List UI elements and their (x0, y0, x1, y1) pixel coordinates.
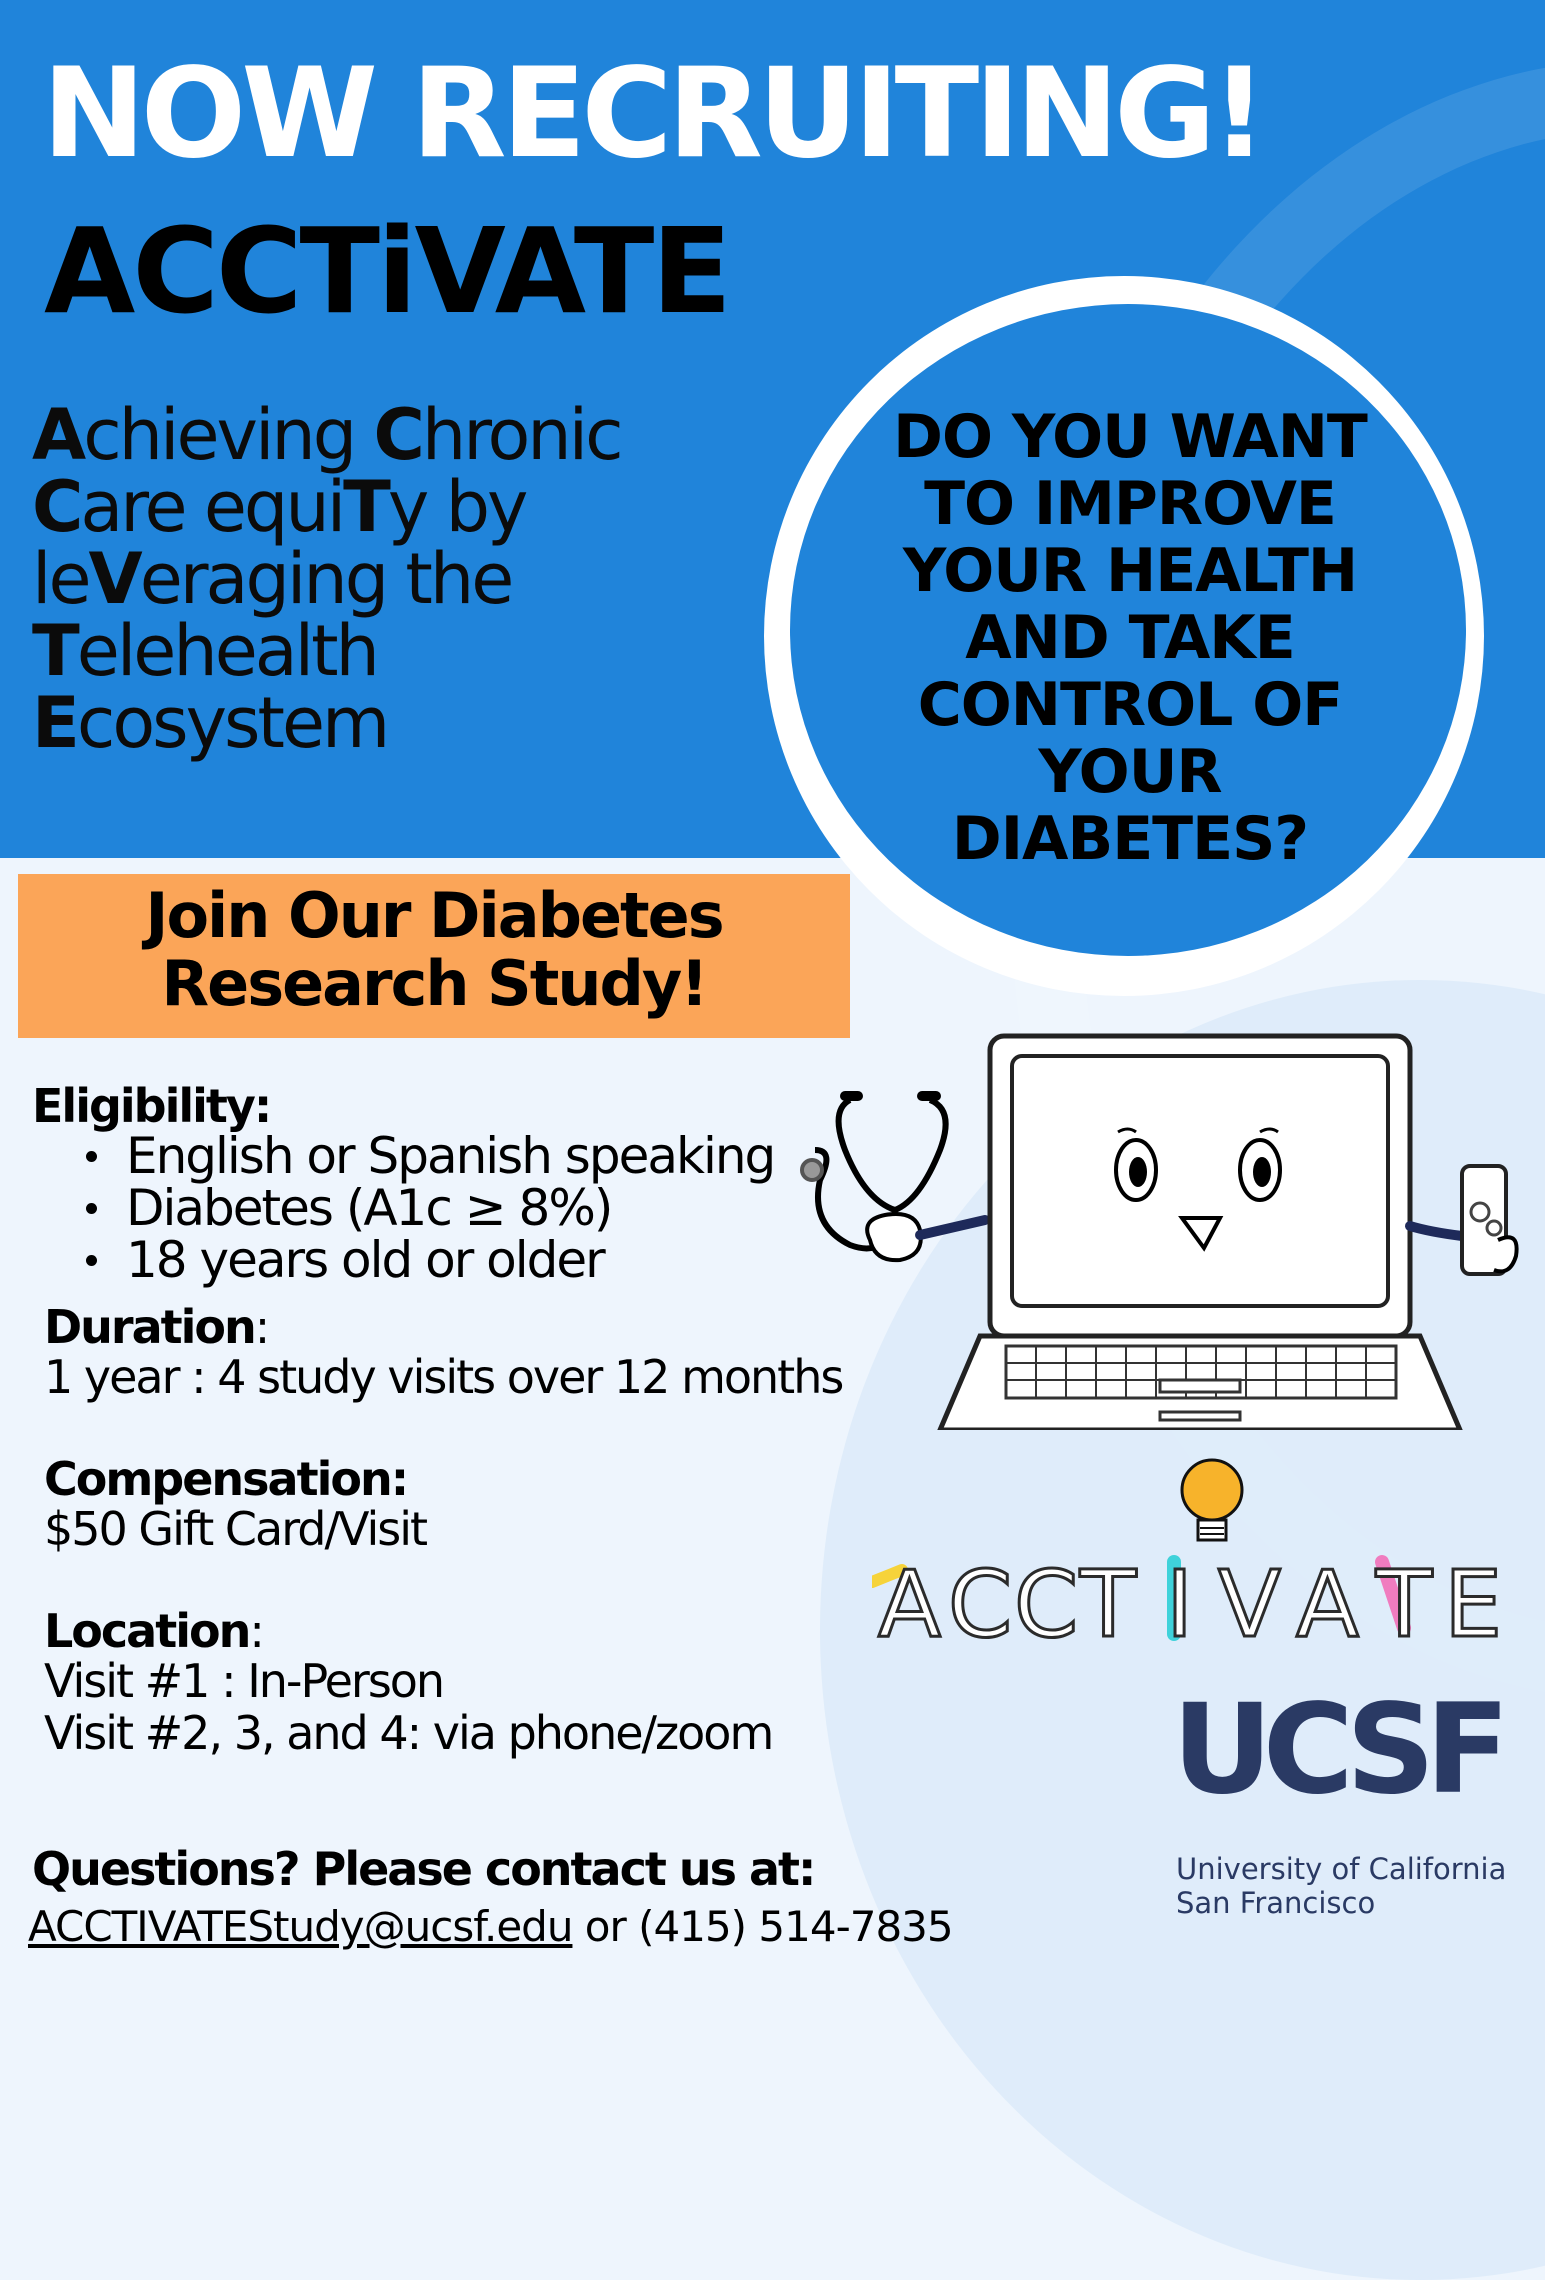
program-title: ACCTiVATE (44, 202, 730, 340)
list-item: English or Spanish speaking (86, 1130, 774, 1182)
lightbulb-icon (1182, 1460, 1242, 1520)
logo-letter: T (1376, 1551, 1433, 1650)
location-line: Visit #1 : In-Person (44, 1654, 444, 1708)
logo-letter: I (1166, 1551, 1194, 1650)
duration-text: 1 year : 4 study visits over 12 months (44, 1350, 843, 1404)
logo-letter: V (1218, 1551, 1281, 1650)
questions-heading: Questions? Please contact us at: (32, 1842, 815, 1896)
join-banner-text: Join Our Diabetes Research Study! (145, 879, 723, 1020)
acronym-expansion (32, 394, 752, 764)
acronym-line: Care equiTy by (32, 466, 526, 548)
phone-number: (415) 514-7835 (638, 1902, 953, 1951)
list-item: Diabetes (A1c ≥ 8%) (86, 1182, 774, 1234)
compensation-heading: Compensation: (44, 1452, 408, 1506)
right-arm (1410, 1226, 1462, 1236)
duration-heading: Duration: (44, 1300, 269, 1354)
now-recruiting-headline: NOW RECRUITING! (42, 42, 1263, 186)
acronym-line: leVeraging the (32, 538, 512, 620)
logo-letter: C (1014, 1551, 1079, 1650)
glove-icon (867, 1214, 921, 1260)
list-item: 18 years old or older (86, 1234, 774, 1286)
logo-letter: T (1080, 1551, 1137, 1650)
logo-letter: E (1444, 1551, 1503, 1650)
logo-letter: A (878, 1551, 941, 1650)
laptop-mascot-illustration (790, 1030, 1530, 1430)
location-line: Visit #2, 3, and 4: via phone/zoom (44, 1706, 773, 1760)
acronym-line: Telehealth (32, 610, 377, 692)
stethoscope-chestpiece-icon (802, 1160, 822, 1180)
callout-question: DO YOU WANT TO IMPROVE YOUR HEALTH AND TAKE CONTROL OF YOUR DIABETES? (893, 402, 1367, 874)
ucsf-name: University of California San Francisco (1176, 1852, 1507, 1920)
compensation-text: $50 Gift Card/Visit (44, 1502, 427, 1556)
acctivate-logo (872, 1450, 1532, 1650)
acronym-line: Ecosystem (32, 682, 388, 764)
acronym-line: Achieving Chronic (32, 394, 621, 476)
location-heading: Location: (44, 1604, 263, 1658)
logo-letter: A (1296, 1551, 1359, 1650)
logo-letter: C (948, 1551, 1013, 1650)
ucsf-logo: UCSF (1172, 1678, 1501, 1822)
left-arm (920, 1220, 985, 1235)
email-link[interactable]: ACCTIVATEStudy@ucsf.edu (28, 1902, 573, 1951)
contact-line: ACCTIVATEStudy@ucsf.edu or (415) 514-7835 (28, 1902, 953, 1951)
eligibility-heading: Eligibility: (32, 1079, 271, 1133)
eligibility-list (86, 1127, 775, 1289)
laptop-trackpad (1160, 1412, 1240, 1420)
